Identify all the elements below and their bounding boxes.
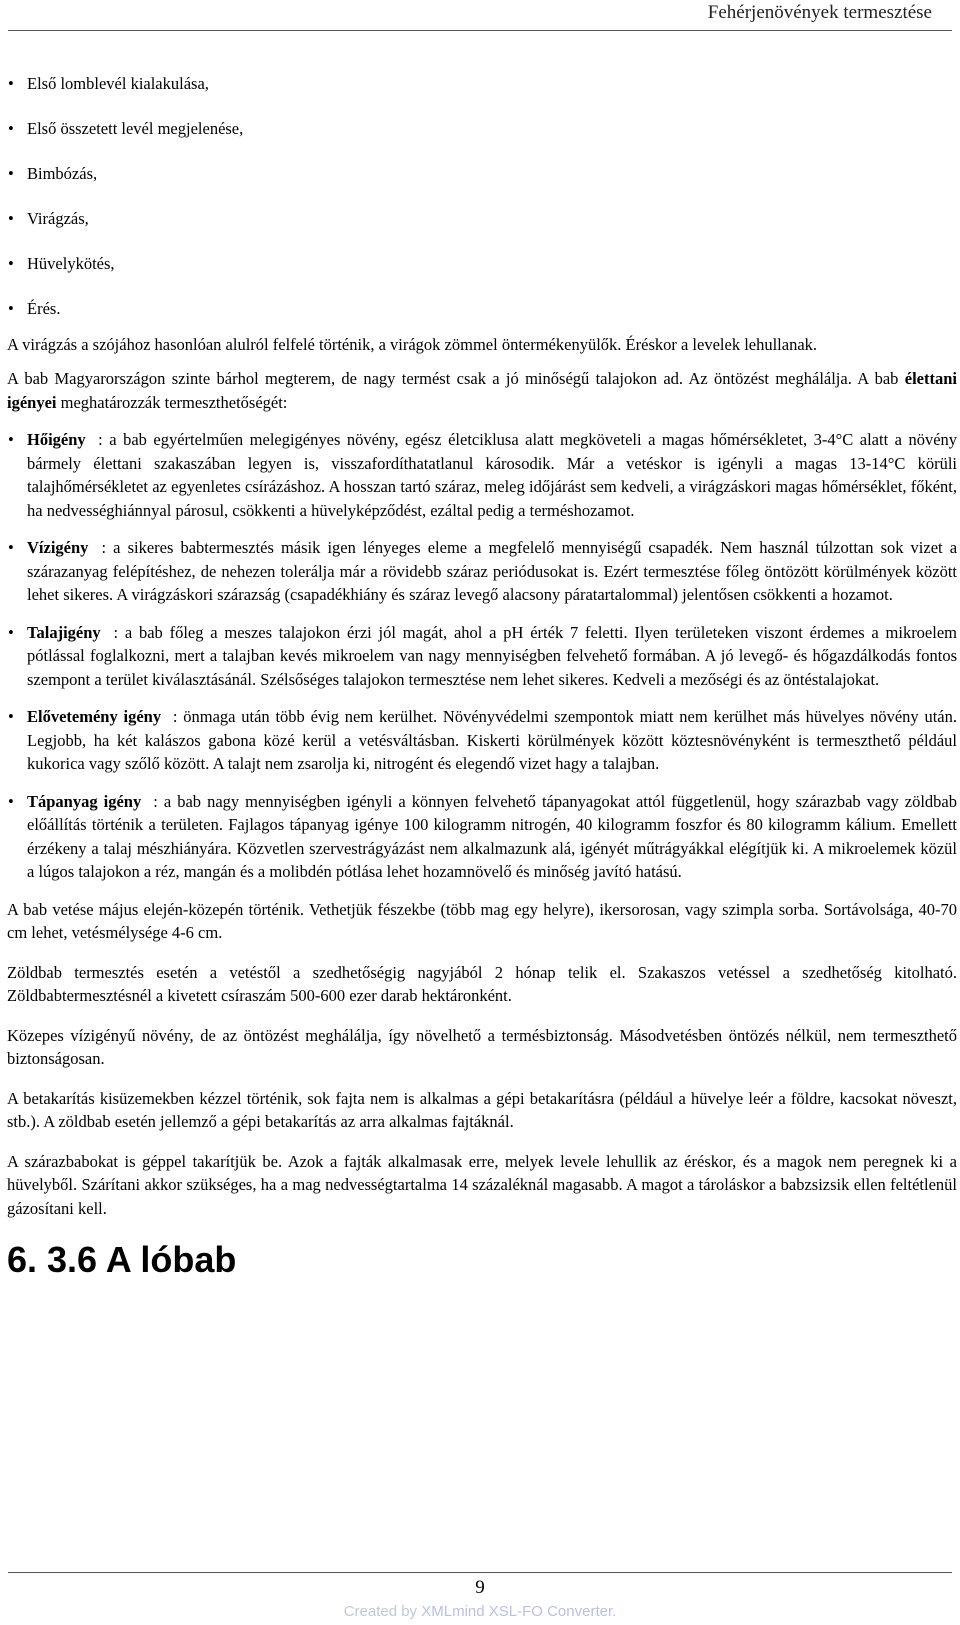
bullet-icon: • [8, 74, 14, 93]
bullet-icon: • [8, 791, 14, 811]
page-number: 9 [475, 1577, 485, 1598]
list-item: • Első összetett levél megjelenése, [7, 117, 957, 141]
growth-stage-list [7, 72, 957, 321]
converter-credit: Created by XMLmind XSL-FO Converter. [343, 1603, 617, 1620]
requirement-item: • Talajigény : a bab főleg a meszes talajokon érzi jól magát, ahol a pH érték 7 feletti. Ilyen területeken viszont érdemes a mikroelem pótlással foglalkozni, mert a talajban kevés mikroelem van nagy mennyiségben felvehető formában. A jó levegő- és hőgazdálkodás fontos szempont a terület kiválasztásánál. Szélsőséges talajokon termesztése nem lehet sikeres. Kedveli a mezőségi és az öntéstalajokat. [8, 622, 957, 689]
inline-bold-term: élettani igényei [7, 369, 957, 412]
flowering-paragraph: A virágzás a szójához hasonlóan alulról felfelé történik, a virágok zömmel öntermékenyülők. Éréskor a levelek lehullanak. [7, 334, 818, 354]
footer-rule [8, 1572, 952, 1573]
requirement-text: a bab nagy mennyiségben igényli a könnyen felvehető tápanyagokat attól függetlenül, hogy szárazbab vagy zöldbab előállítás történik a területen. Fajlagos tápanyag igénye 100 kilogramm nitrogén, 40 kilogramm foszfor és 80 kilogramm kálium. Emellett érzékeny a talaj mészhiányára. Közvetlen szervestrágyázást nem alkalmazunk alá, igényét műtrágyákkal elégítjük ki. A mikroelemek közül a lúgos talajokon a réz, mangán és a molibdén pótlása lehet hozamnövelő és minőség javító hatású. [27, 791, 957, 881]
bullet-icon: • [8, 622, 14, 642]
requirement-item: • Elővetemény igény : önmaga után több évig nem kerülhet. Növényvédelmi szempontok miatt nem kerülhet más hüvelyes növény után. Legjobb, ha két kalászos gabona közé kerül a vetésváltásban. Kiskerti körülmények között köztesnövényként is termeszthető például kukorica vagy szőlő között. A talajt nem zsarolja ki, nitrogént és elegendő vizet hagy a talajban. [8, 707, 957, 773]
requirement-text: a bab egyértelműen melegigényes növény, egész életciklusa alatt megköveteli a magas hőmérsékletet, 3-4°C alatt a növény bármely élettani szakaszában legyen is, visszafordíthatatlanul károsodik. Már a vetéskor is igényli a magas 13-14°C körüli talajhőmérsékletet az egyenletes csírázáshoz. A hosszan tartó száraz, meleg időjárást sem kedveli, a virágzáskori magas hőmérséklet, főként, ha nedvességhiánnyal párosul, csökkenti a hüvelyképződést, ezáltal pedig a terméshozamot. [27, 430, 958, 520]
requirement-item: • Vízigény : a sikeres babtermesztés másik igen lényeges eleme a megfelelő mennyiségű csapadék. Nem használ túlzottan sok vizet a szárazanyag felépítéshez, de nehezen tolerálja már a rövidebb száraz periódusokat is. Ezért termesztése főleg öntözött körülmények között lehet sikeres. A virágzáskori szárazság (csapadékhiány és száraz levegő alacsony páratartalommal) jelentősen csökkenti a hozamot. [8, 538, 958, 604]
requirement-title: Tápanyag igény [27, 791, 142, 811]
bullet-icon: • [8, 119, 14, 138]
bullet-icon: • [8, 538, 14, 557]
requirement-title: Elővetemény igény [27, 707, 162, 726]
header-rule [8, 30, 952, 31]
list-item: • Hüvelykötés, [7, 252, 957, 276]
bullet-icon: • [8, 254, 14, 273]
closing-paragraphs [7, 898, 957, 1221]
requirement-text: a sikeres babtermesztés másik igen lényeges eleme a megfelelő mennyiségű csapadék. Nem használ túlzottan sok vizet a szárazanyag felépítéshez, de nehezen tolerálja már a rövidebb száraz periódusokat is. Ezért termesztése főleg öntözött körülmények között lehet sikeres. A virágzáskori szárazság (csapadékhiány és száraz levegő alacsony páratartalommal) jelentősen csökkenti a hozamot. [27, 538, 958, 604]
running-header: Fehérjenövények termesztése [707, 2, 932, 23]
requirement-item: • Tápanyag igény : a bab nagy mennyiségben igényli a könnyen felvehető tápanyagokat attól függetlenül, hogy szárazbab vagy zöldbab előállítás történik a területen. Fajlagos tápanyag igénye 100 kilogramm nitrogén, 40 kilogramm foszfor és 80 kilogramm kálium. Emellett érzékeny a talaj mészhiányára. Közvetlen szervestrágyázást nem alkalmazunk alá, igényét műtrágyákkal elégítjük ki. A mikroelemek közül a lúgos talajokon a réz, mangán és a molibdén pótlása lehet hozamnövelő és minőség javító hatású. [8, 791, 957, 881]
requirement-text: a bab főleg a meszes talajokon érzi jól magát, ahol a pH érték 7 feletti. Ilyen területeken viszont érdemes a mikroelem pótlással foglalkozni, mert a talajban kevés mikroelem van nagy mennyiségben felvehető formában. A jó levegő- és hőgazdálkodás fontos szempont a terület kiválasztásánál. Szélsőséges talajokon termesztése nem lehet sikeres. Kedveli a mezőségi és az öntéstalajokat. [27, 622, 957, 689]
irrigation-paragraph: Közepes vízigényű növény, de az öntözést meghálálja, így növelhető a termésbiztonság. Másodvetésben öntözés nélkül, nem termeszthető biztonságosan. [7, 1025, 957, 1068]
requirements-list [7, 428, 957, 884]
section-heading: 6. 3.6 A lóbab [7, 1239, 237, 1280]
requirement-title: Talajigény [27, 622, 101, 642]
list-item: • Érés. [7, 297, 957, 321]
green-bean-paragraph: Zöldbab termesztés esetén a vetéstől a szedhetőségig nagyjából 2 hónap telik el. Szakaszos vetéssel a szedhetőség kitolható. Zöldbabtermesztésnél a kivetett csíraszám 500-600 ezer darab hektáronként. [7, 962, 957, 1005]
requirement-title: Hőigény [27, 430, 86, 449]
bullet-icon: • [8, 164, 14, 183]
converter-brand: XMLmind XSL-FO Converter [421, 1603, 613, 1620]
requirement-item: • Hőigény : a bab egyértelműen melegigényes növény, egész életciklusa alatt megköveteli a magas hőmérsékletet, 3-4°C alatt a növény bármely élettani szakaszában legyen is, visszafordíthatatlanul károsodik. Már a vetéskor is igényli a magas 13-14°C körüli talajhőmérsékletet az egyenletes csírázáshoz. A hosszan tartó száraz, meleg időjárást sem kedveli, a virágzáskori magas hőmérséklet, főként, ha nedvességhiánnyal párosul, csökkenti a hüvelyképződést, ezáltal pedig a terméshozamot. [8, 430, 958, 520]
bullet-icon: • [8, 209, 14, 228]
bullet-icon: • [8, 430, 14, 449]
bullet-icon: • [8, 707, 14, 726]
requirement-title: Vízigény [27, 538, 89, 557]
bullet-icon: • [8, 299, 14, 318]
list-item: • Bimbózás, [7, 162, 957, 186]
dry-bean-paragraph: A szárazbabokat is géppel takarítjük be. Azok a fajták alkalmasak erre, melyek levele lehullik az éréskor, és a magok nem peregnek ki a hüvelyből. Szárítani akkor szükséges, ha a mag nedvességtartalma 14 százaléknál magasabb. A magot a tároláskor a babzsizsik ellen feltétlenül gázosítani kell. [7, 1151, 957, 1218]
harvest-paragraph: A betakarítás kisüzemekben kézzel történik, sok fajta nem is alkalmas a gépi betakarításra (például a hüvelye leér a földre, kacsokat növeszt, stb.). A zöldbab esetén jellemző a gépi betakarítás az arra alkalmas fajtáknál. [7, 1088, 957, 1131]
page-content [7, 72, 957, 1280]
sowing-paragraph: A bab vetése május elején-közepén történik. Vethetjük fészekbe (több mag egy helyre), ikersorosan, vagy szimpla sorba. Sortávolsága, 40-70 cm lehet, vetésmélysége 4-6 cm. [7, 899, 957, 942]
list-item: • Virágzás, [7, 207, 957, 231]
requirements-intro-paragraph: A bab Magyarországon szinte bárhol megterem, de nagy termést csak a jó minőségű talajokon ad. Az öntözést meghálálja. A bab élettani igényei meghatározzák termeszthetőségét: [7, 369, 957, 412]
requirement-text: önmaga után több évig nem kerülhet. Növényvédelmi szempontok miatt nem kerülhet más hüvelyes növény után. Legjobb, ha két kalászos gabona közé kerül a vetésváltásban. Kiskerti körülmények között köztesnövényként is termeszthető például kukorica vagy szőlő között. A talajt nem zsarolja ki, nitrogént és elegendő vizet hagy a talajban. [27, 707, 957, 773]
list-item: • Első lomblevél kialakulása, [7, 72, 957, 96]
